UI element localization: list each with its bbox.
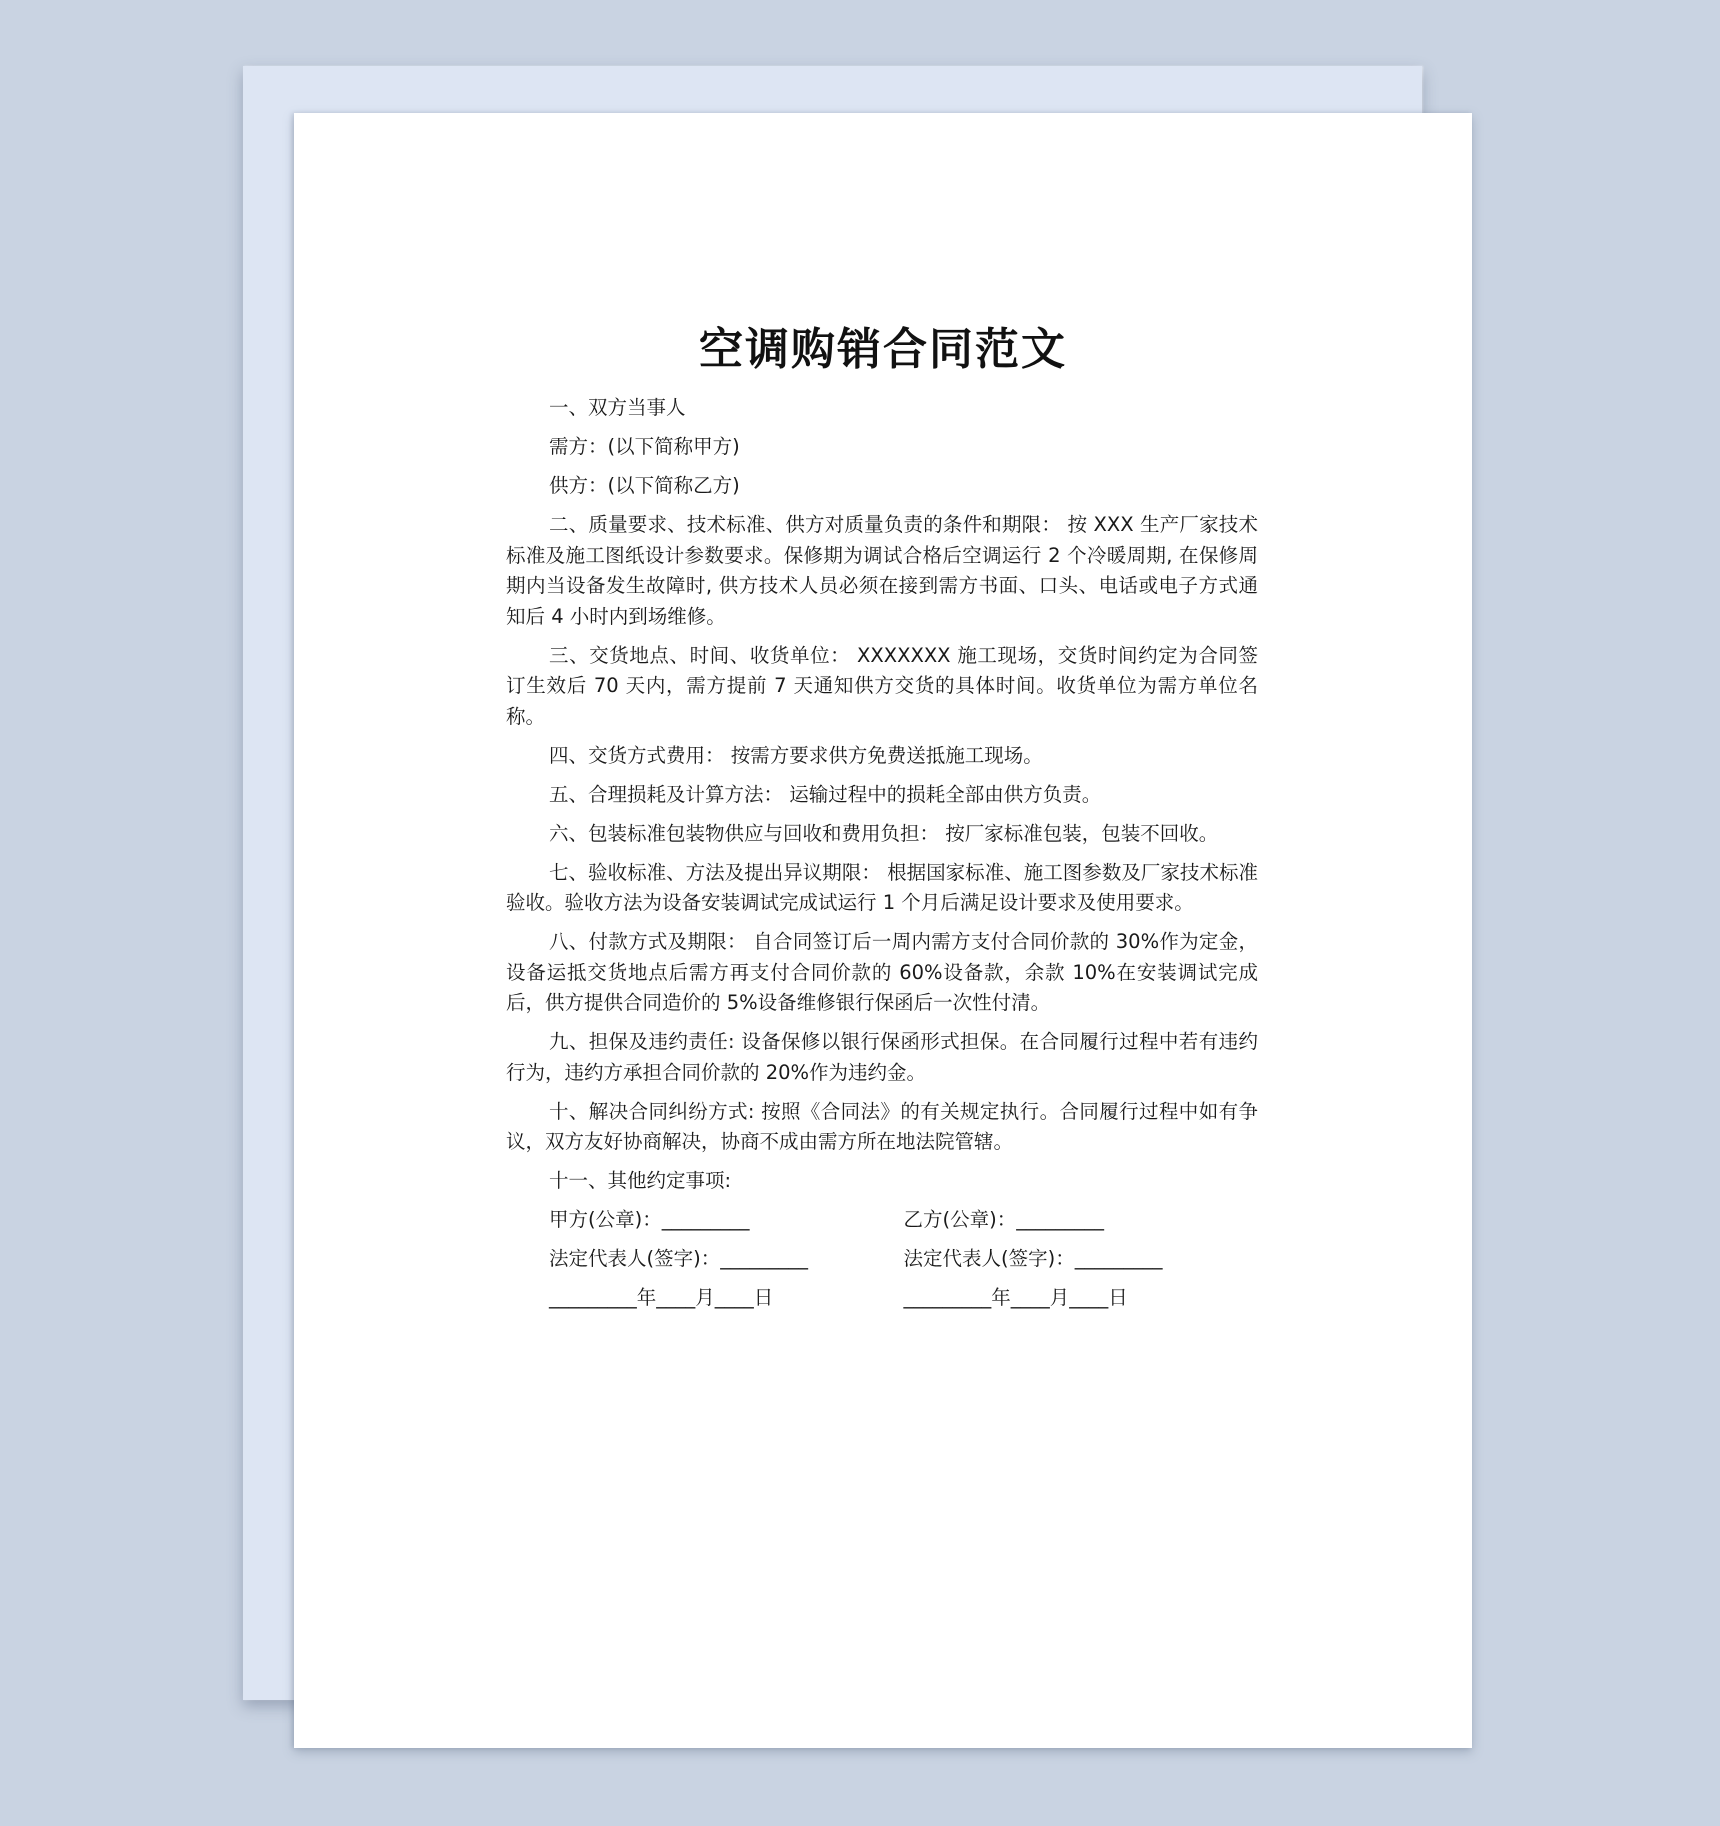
section-acceptance: 七、验收标准、方法及提出异议期限： 根据国家标准、施工图参数及厂家技术标准验收。验收方法为设备安装调试完成试运行 1 个月后满足设计要求及使用要求。 [506,860,1258,914]
buyer-line: 需方：(以下简称甲方) [549,435,740,458]
document-title: 空调购销合同范文 [699,324,1067,375]
signature-seal-row [506,1205,1258,1236]
document-body [506,393,1258,1322]
section-delivery-cost: 四、交货方式费用： 按需方要求供方免费送抵施工现场。 [549,743,1043,767]
section-payment: 八、付款方式及期限： 自合同签订后一周内需方支付合同价款的 30%作为定金，设备运抵交货地点后需方再支付合同价款的 60%设备款，余款 10%在安装调试完成后，供方提供合同造价的 5%设备维修银行保函后一次性付清。 [506,930,1258,1014]
section-dispute-resolution: 十、解决合同纠纷方式: 按照《合同法》的有关规定执行。合同履行过程中如有争议，双方友好协商解决，协商不成由需方所在地法院管辖。 [506,1099,1258,1153]
signature-representative-row [506,1244,1258,1275]
section-packaging: 六、包装标准包装物供应与回收和费用负担： 按厂家标准包装，包装不回收。 [549,821,1219,845]
section-quality-requirements: 二、质量要求、技术标准、供方对质量负责的条件和期限： 按 XXX 生产厂家技术标准及施工图纸设计参数要求。保修期为调试合格后空调运行 2 个冷暖周期, 在保修周期内当设备发生故障时, 供方技术人员必须在接到需方书面、口头、电话或电子方式通知后 4 小时内到场维修。 [506,513,1258,628]
section-other-terms: 十一、其他约定事项: [549,1169,732,1192]
party-a-seal-field: 甲方(公章)：_________ [549,1208,750,1231]
section-guarantee-liability: 九、担保及违约责任: 设备保修以银行保函形式担保。在合同履行过程中若有违约行为，违约方承担合同价款的 20%作为违约金。 [506,1030,1258,1084]
section-delivery-location: 三、交货地点、时间、收货单位： XXXXXXX 施工现场，交货时间约定为合同签订生效后 70 天内，需方提前 7 天通知供方交货的具体时间。收货单位为需方单位名称。 [506,643,1258,728]
signature-date-row [506,1283,1258,1314]
party-b-date-field: _________年____月____日 [903,1286,1128,1309]
section-parties-heading: 一、双方当事人 [549,396,686,419]
party-b-seal-field: 乙方(公章)：_________ [903,1208,1104,1231]
party-b-representative-field: 法定代表人(签字)：_________ [903,1247,1163,1270]
document-page [294,113,1472,1748]
section-loss-calculation: 五、合理损耗及计算方法： 运输过程中的损耗全部由供方负责。 [549,782,1102,806]
supplier-line: 供方：(以下简称乙方) [549,474,740,497]
party-a-date-field: _________年____月____日 [549,1286,774,1309]
party-a-representative-field: 法定代表人(签字)：_________ [549,1247,808,1270]
